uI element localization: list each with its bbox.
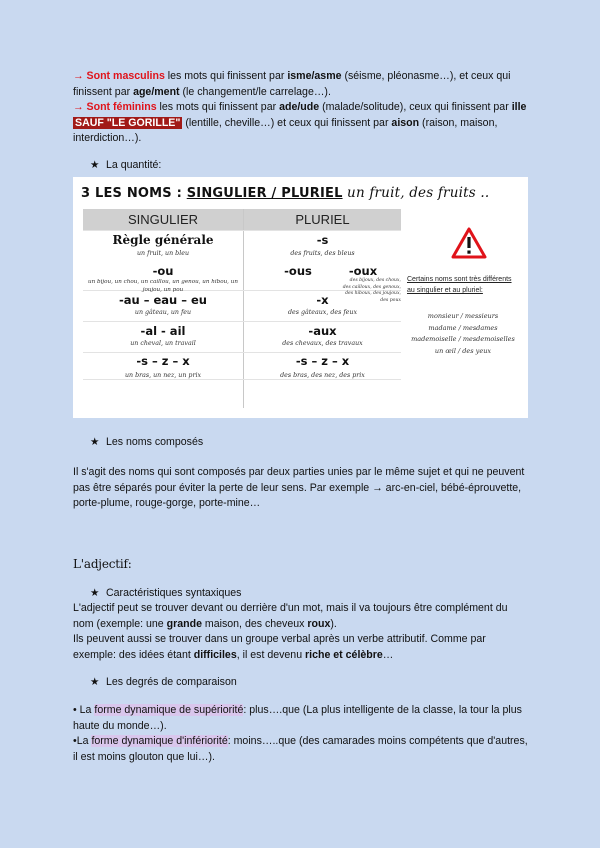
feminine-rule: → Sont féminins les mots qui finissent par ade/ude (malade/solitude), ceux qui finissent par ille SAUF "LE GORILLE" (lentille, cheville…) et ceux qui finissent par aison (raison, maison, interdiction…). (73, 101, 527, 145)
sauf-highlight: SAUF "LE GORILLE" (75, 116, 181, 129)
composes-paragraph: Il s'agit des noms qui sont composés par deux parties unies par le même sujet et qui ne peuvent pas être séparés pour éviter la perte de leur sens. Par exemple → arc-en-ciel, bébé-éprouvette, porte-plume, rouge-gorge, porte-mine… (73, 466, 525, 510)
singular-example: un bijou, un chou, un caillou, un genou, un hibou, un joujou, un pou (88, 279, 238, 293)
star-icon: ★ (90, 587, 100, 599)
irregular-plurals-note: Certains noms sont très différents au singulier et au pluriel: (407, 276, 512, 294)
singular-example: un bras, un nez, un prix (124, 372, 202, 379)
bullet-quantite: ★ La quantité: (90, 159, 162, 171)
plural-ending: -s – z – x (295, 354, 350, 368)
singular-example: un gâteau, un feu (134, 309, 192, 316)
plural-example: des chevaux, des travaux (282, 340, 363, 347)
singular-ending: -al - ail (140, 324, 186, 338)
figure-title: 3 LES NOMS : SINGULIER / PLURIEL un fruit, des fruits .. (81, 185, 490, 201)
plural-ending-alt: -oux (348, 264, 378, 278)
plural-ending: -aux (308, 324, 337, 338)
star-icon: ★ (90, 676, 100, 688)
plural-example: des bras, des nez, des prix (280, 372, 365, 379)
gender-rules-paragraph (73, 69, 528, 147)
irregular-example: monsieur / messieurs (427, 312, 499, 320)
singular-plural-figure (73, 177, 528, 418)
plural-ending: -x (316, 293, 329, 307)
singular-example: un fruit, un bleu (137, 250, 189, 257)
inferiority-highlight: forme dynamique d'infériorité (91, 735, 228, 748)
singular-rule-general: Règle générale (112, 233, 214, 247)
inferiority-form: •La forme dynamique d'infériorité: moins…..que (des camarades moins compétents que d'autres, il est moins glouton que lui…). (73, 735, 528, 763)
section-title-adjectif: L'adjectif: (73, 557, 132, 571)
plural-example: des gâteaux, des feux (287, 309, 358, 316)
col-header-plural: PLURIEL (244, 209, 401, 230)
col-header-singular: SINGULIER (83, 209, 243, 230)
irregular-example: mademoiselle / mesdemoiselles (411, 335, 515, 343)
singular-ending: -ou (152, 264, 174, 278)
plural-ending: -s (316, 233, 329, 247)
plural-example: des fruits, des bleus (290, 250, 355, 257)
star-icon: ★ (90, 436, 100, 448)
plural-rules-table (83, 209, 401, 408)
singular-ending: -s – z – x (136, 354, 190, 368)
singular-ending: -au – eau – eu (119, 293, 207, 307)
masculine-rule: → Sont masculins les mots qui finissent par isme/asme (séisme, pléonasme…), et ceux qui finissent par age/ment (le changement/le carrelage…). (73, 70, 511, 98)
bullet-composes: ★ Les noms composés (90, 436, 204, 448)
bullet-degres: ★ Les degrés de comparaison (90, 676, 237, 688)
singular-example: un cheval, un travail (130, 340, 196, 347)
irregular-plurals-list (407, 311, 519, 357)
superiority-highlight: forme dynamique de supériorité (94, 704, 244, 716)
star-icon: ★ (90, 159, 100, 171)
plural-example: des bijoux, des choux, des cailloux, des genoux, des hiboux, des joujoux, des poux (342, 278, 401, 303)
syntaxe-paragraph: L'adjectif peut se trouver devant ou derrière d'un mot, mais il va toujours être complément du nom (exemple: une grande maison, des cheveux roux). Ils peuvent aussi se trouver dans un groupe verbal après un verbe attributif. Comme par exemple: des idées étant difficiles, il est devenu riche et célèbre… (73, 602, 508, 661)
degres-paragraph (73, 703, 528, 765)
warning-icon (451, 227, 487, 259)
irregular-example: un œil / des yeux (434, 346, 492, 355)
plural-ending: -ous (284, 264, 312, 278)
superiority-form: • La forme dynamique de supériorité: plus….que (La plus intelligente de la classe, la tour la plus haute du monde…). (73, 704, 522, 732)
bullet-syntaxe: ★ Caractéristiques syntaxiques (90, 587, 242, 599)
irregular-example: madame / mesdames (428, 323, 498, 332)
